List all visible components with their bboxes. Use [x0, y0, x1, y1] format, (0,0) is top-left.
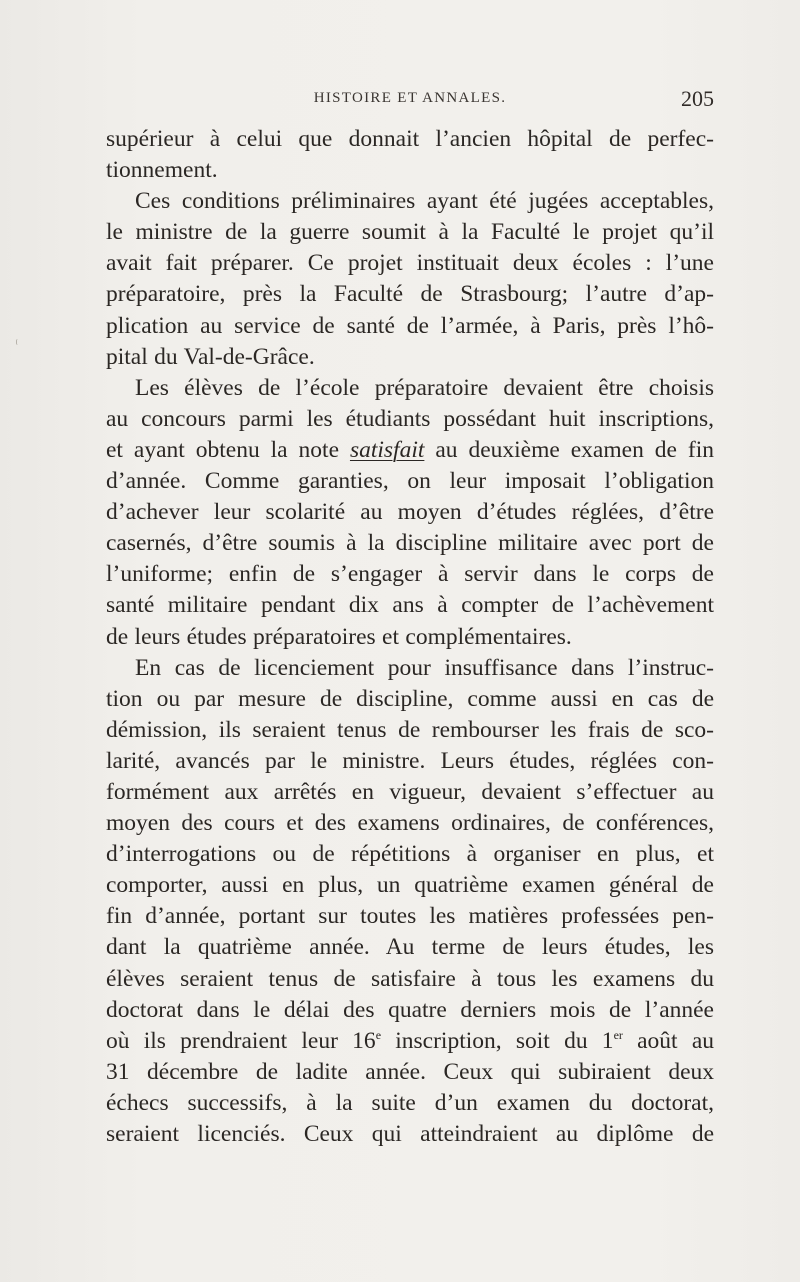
text-segment: août au	[622, 1027, 714, 1054]
text-line: de leurs études préparatoires et complémentaires.	[106, 623, 572, 650]
text-line: fin d’année, portant sur toutes les matières professées pen-	[106, 903, 714, 930]
text-line	[106, 435, 714, 466]
superscript: e	[375, 1027, 382, 1042]
body-text	[106, 124, 714, 1150]
text-line: larité, avancés par le ministre. Leurs études, réglées con-	[106, 747, 714, 774]
paragraph-3	[106, 373, 714, 653]
text-line: d’interrogations ou de répétitions à organiser en plus, et	[106, 841, 714, 868]
text-line: tionnement.	[106, 157, 218, 184]
text-line: dant la quatrième année. Au terme de leurs études, les	[106, 934, 714, 961]
text-line: plication au service de santé de l’armée, à Paris, près l’hô-	[106, 312, 714, 339]
paragraph-1	[106, 124, 714, 186]
text-line: supérieur à celui que donnait l’ancien hôpital de perfec-	[106, 126, 714, 152]
text-line: avait fait préparer. Ce projet instituait deux écoles : l’une	[106, 250, 714, 277]
italic-term: satisfait	[349, 436, 425, 463]
text-line: l’uniforme; enfin de s’engager à servir dans le corps de	[106, 561, 714, 588]
text-line: d’année. Comme garanties, on leur imposait l’obligation	[106, 468, 714, 495]
text-line: élèves seraient tenus de satisfaire à tous les examens du	[106, 965, 714, 992]
text-segment: inscription, soit du 1	[381, 1027, 614, 1054]
page-header	[106, 86, 714, 112]
margin-mark	[16, 339, 21, 345]
text-line: comporter, aussi en plus, un quatrième examen général de	[106, 872, 714, 899]
text-line: Ces conditions préliminaires ayant été jugées acceptables,	[135, 188, 714, 215]
text-line: Les élèves de l’école préparatoire devaient être choisis	[135, 374, 714, 401]
text-segment: au deuxième examen de fin	[424, 436, 714, 463]
page-number: 205	[681, 86, 714, 111]
text-line: casernés, d’être soumis à la discipline militaire avec port de	[106, 530, 714, 557]
text-line: démission, ils seraient tenus de rembourser les frais de sco-	[106, 716, 714, 743]
paragraph-4	[106, 653, 714, 1151]
text-line	[106, 1026, 714, 1057]
text-segment: où ils prendraient leur 16	[106, 1027, 376, 1054]
text-segment: et ayant obtenu la note	[106, 436, 350, 463]
text-line: seraient licenciés. Ceux qui atteindraient au diplôme de	[106, 1121, 714, 1147]
paragraph-2	[106, 186, 714, 373]
text-line: d’achever leur scolarité au moyen d’études réglées, d’être	[106, 499, 714, 526]
text-line: moyen des cours et des examens ordinaires, de conférences,	[106, 810, 714, 837]
superscript: er	[613, 1027, 623, 1042]
text-line: formément aux arrêtés en vigueur, devaient s’effectuer au	[106, 778, 714, 805]
text-line: santé militaire pendant dix ans à compter de l’achèvement	[106, 592, 714, 619]
text-line: pital du Val-de-Grâce.	[106, 343, 315, 370]
text-line: doctorat dans le délai des quatre derniers mois de l’année	[106, 996, 714, 1023]
running-title: HISTOIRE ET ANNALES.	[313, 90, 507, 106]
text-line: le ministre de la guerre soumit à la Faculté le projet qu’il	[106, 219, 714, 246]
text-line: au concours parmi les étudiants possédant huit inscriptions,	[106, 405, 714, 432]
text-line: tion ou par mesure de discipline, comme aussi en cas de	[106, 685, 714, 712]
text-line: En cas de licenciement pour insuffisance dans l’instruc-	[135, 654, 714, 681]
text-line: préparatoire, près la Faculté de Strasbourg; l’autre d’ap-	[106, 281, 714, 308]
text-line: 31 décembre de ladite année. Ceux qui subiraient deux	[106, 1058, 714, 1085]
text-line: échecs successifs, à la suite d’un examen du doctorat,	[106, 1089, 714, 1116]
